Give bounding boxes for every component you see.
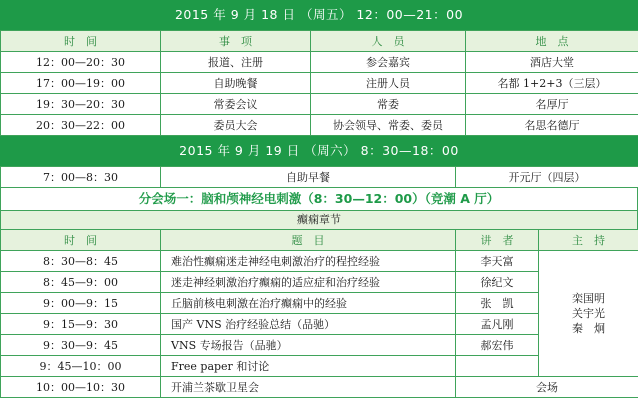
header-event: 事 项 <box>161 31 311 52</box>
table-row <box>1 94 638 115</box>
talk-time: 8：30—8：45 <box>1 251 161 272</box>
table-row <box>1 251 638 272</box>
row-time: 20：30—22：00 <box>1 115 161 136</box>
breakfast-table <box>0 166 638 188</box>
breakfast-event: 自助早餐 <box>161 167 456 188</box>
talk-speaker: 徐纪文 <box>456 272 539 293</box>
row-time: 17：00—19：00 <box>1 73 161 94</box>
row-place: 名思名德厅 <box>466 115 638 136</box>
talk-speaker <box>456 356 539 377</box>
row-place: 名都 1+2+3（三层） <box>466 73 638 94</box>
talk-topic: 丘脑前核电刺激在治疗癫痫中的经验 <box>161 293 456 314</box>
row-people: 协会领导、常委、委员 <box>311 115 466 136</box>
table-row <box>1 167 638 188</box>
session-table <box>0 229 638 398</box>
table-row <box>1 52 638 73</box>
row-people: 参会嘉宾 <box>311 52 466 73</box>
talk-speaker: 孟凡刚 <box>456 314 539 335</box>
chair-name: 栾国明 <box>572 292 605 305</box>
row-place: 名厚厅 <box>466 94 638 115</box>
day1-title-bar: 2015 年 9 月 18 日 （周五） 12：00—21：00 <box>0 0 638 30</box>
breakfast-time: 7：00—8：30 <box>1 167 161 188</box>
talk-speaker: 李天富 <box>456 251 539 272</box>
session-header-row <box>1 230 638 251</box>
talk-time: 9：00—9：15 <box>1 293 161 314</box>
talk-topic: 国产 VNS 治疗经验总结（品驰） <box>161 314 456 335</box>
header-topic: 题 目 <box>161 230 456 251</box>
chair-name: 关宇光 <box>572 307 605 320</box>
header-place: 地 点 <box>466 31 638 52</box>
talk-time: 8：45—9：00 <box>1 272 161 293</box>
talk-time: 9：45—10：00 <box>1 356 161 377</box>
chairs-cell <box>539 251 638 377</box>
header-chair: 主 持 <box>539 230 638 251</box>
talk-topic: 迷走神经刺激治疗癫痫的适应症和治疗经验 <box>161 272 456 293</box>
day1-schedule-table <box>0 30 638 136</box>
row-place: 酒店大堂 <box>466 52 638 73</box>
table-row <box>1 377 638 398</box>
row-event: 报道、注册 <box>161 52 311 73</box>
row-event: 自助晚餐 <box>161 73 311 94</box>
header-time: 时 间 <box>1 31 161 52</box>
talk-speaker: 郝宏伟 <box>456 335 539 356</box>
talk-speaker: 张 凯 <box>456 293 539 314</box>
row-time: 19：30—20：30 <box>1 94 161 115</box>
day1-header-row <box>1 31 638 52</box>
break-topic: 开浦兰茶歇卫星会 <box>161 377 456 398</box>
header-people: 人 员 <box>311 31 466 52</box>
talk-topic: Free paper 和讨论 <box>161 356 456 377</box>
row-time: 12：00—20：30 <box>1 52 161 73</box>
day2-title-bar: 2015 年 9 月 19 日 （周六） 8：30—18：00 <box>0 136 638 166</box>
row-people: 注册人员 <box>311 73 466 94</box>
table-row <box>1 115 638 136</box>
talk-topic: 难治性癫痫迷走神经电刺激治疗的程控经验 <box>161 251 456 272</box>
table-row <box>1 73 638 94</box>
talk-time: 9：30—9：45 <box>1 335 161 356</box>
section-label: 癫痫章节 <box>0 210 638 229</box>
breakfast-place: 开元厅（四层） <box>456 167 638 188</box>
talk-topic: VNS 专场报告（品驰） <box>161 335 456 356</box>
talk-time: 9：15—9：30 <box>1 314 161 335</box>
row-event: 委员大会 <box>161 115 311 136</box>
row-people: 常委 <box>311 94 466 115</box>
header-speaker: 讲 者 <box>456 230 539 251</box>
row-event: 常委会议 <box>161 94 311 115</box>
header-time: 时 间 <box>1 230 161 251</box>
break-time: 10：00—10：30 <box>1 377 161 398</box>
break-place: 会场 <box>456 377 638 398</box>
venue-title: 分会场一：脑和颅神经电刺激（8：30—12：00）（竞潮 A 厅） <box>0 188 638 210</box>
chair-name: 秦 炯 <box>572 322 605 335</box>
